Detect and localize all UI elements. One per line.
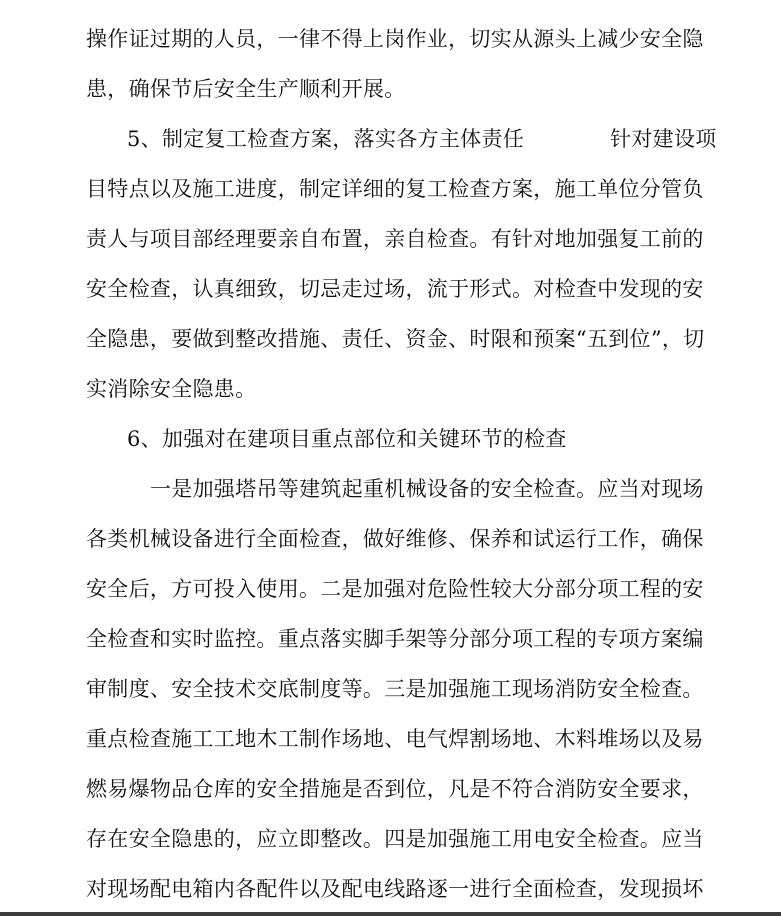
paragraph-line: 安全后，方可投入使用。二是加强对危险性较大分部分项工程的安 bbox=[86, 577, 704, 601]
section-heading-5 bbox=[127, 114, 717, 164]
paragraph-line: 实消除安全隐患。 bbox=[86, 377, 257, 401]
paragraph-line: 各类机械设备进行全面检查，做好维修、保养和试运行工作，确保 bbox=[86, 527, 704, 551]
paragraph-line: 患，确保节后安全生产顺利开展。 bbox=[86, 77, 406, 101]
paragraph-line: 责人与项目部经理要亲自布置，亲自检查。有针对地加强复工前的 bbox=[86, 227, 704, 251]
paragraph-line: 全检查和实时监控。重点落实脚手架等分部分项工程的专项方案编 bbox=[86, 627, 704, 651]
paragraph-line: 对现场配电箱内各配件以及配电线路逐一进行全面检查，发现损坏 bbox=[86, 877, 704, 901]
section-heading-5-title: 5、制定复工检查方案，落实各方主体责任 bbox=[127, 127, 525, 151]
paragraph-line: 目特点以及施工进度，制定详细的复工检查方案，施工单位分管负 bbox=[86, 177, 704, 201]
section-5-lead-text: 针对建设项 bbox=[610, 127, 717, 151]
paragraph-line: 重点检查施工工地木工制作场地、电气焊割场地、木料堆场以及易 bbox=[86, 727, 704, 751]
paragraph-line: 审制度、安全技术交底制度等。三是加强施工现场消防安全检查。 bbox=[86, 677, 704, 701]
paragraph-line: 安全检查，认真细致，切忌走过场，流于形式。对检查中发现的安 bbox=[86, 277, 704, 301]
paragraph-line: 操作证过期的人员，一律不得上岗作业，切实从源头上减少安全隐 bbox=[86, 27, 704, 51]
section-heading-6: 6、加强对在建项目重点部位和关键环节的检查 bbox=[127, 427, 567, 451]
paragraph-line: 存在安全隐患的，应立即整改。四是加强施工用电安全检查。应当 bbox=[86, 827, 704, 851]
paragraph-line: 燃易爆物品仓库的安全措施是否到位，凡是不符合消防安全要求， bbox=[86, 777, 704, 801]
page-bottom-edge bbox=[0, 912, 781, 916]
paragraph-line: 一是加强塔吊等建筑起重机械设备的安全检查。应当对现场 bbox=[150, 477, 704, 501]
paragraph-line: 全隐患，要做到整改措施、责任、资金、时限和预案“五到位”，切 bbox=[86, 327, 705, 351]
